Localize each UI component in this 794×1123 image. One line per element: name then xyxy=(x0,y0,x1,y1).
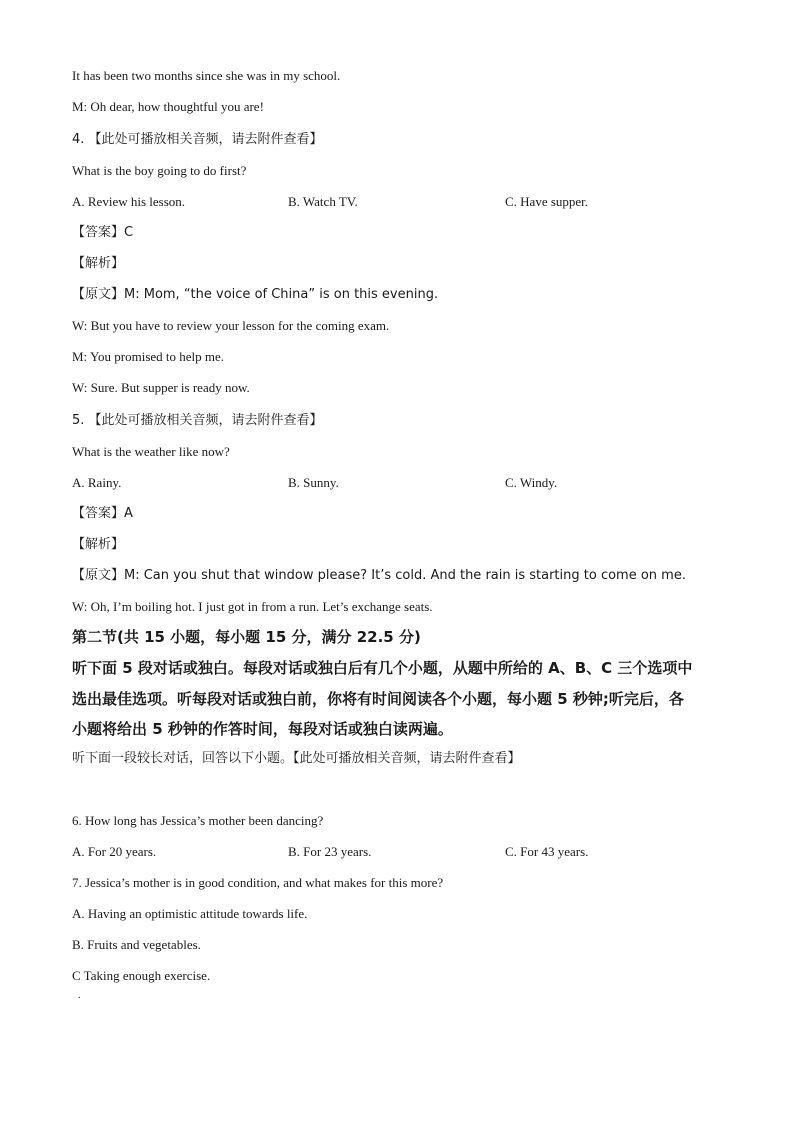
question-4-analysis: 【解析】 xyxy=(72,256,125,271)
question-7-option-c: C Taking enough exercise. xyxy=(72,968,211,983)
question-5-text: What is the weather like now? xyxy=(72,444,230,459)
question-6-text: 6. How long has Jessica’s mother been dancing? xyxy=(72,813,324,828)
question-5-answer: 【答案】A xyxy=(72,506,133,521)
stray-mark: . xyxy=(78,990,81,1001)
question-4-transcript-line: M: You promised to help me. xyxy=(72,349,225,364)
section-2-directions: 选出最佳选项。听每段对话或独白前，你将有时间阅读各个小题，每小题 5 秒钟;听完后，各 xyxy=(72,690,684,708)
question-4-text: What is the boy going to do first? xyxy=(72,163,247,178)
question-4-option-c: C. Have supper. xyxy=(505,194,589,209)
question-4-option-a: A. Review his lesson. xyxy=(72,194,186,209)
question-4-header: 4. 【此处可播放相关音频，请去附件查看】 xyxy=(72,132,323,147)
question-4-transcript-line: 【原文】M: Mom, “the voice of China” is on this evening. xyxy=(72,287,439,302)
question-7-option-a: A. Having an optimistic attitude towards life. xyxy=(72,906,308,921)
question-4-answer: 【答案】C xyxy=(72,225,134,240)
question-5-transcript-line: W: Oh, I’m boiling hot. I just got in from a run. Let’s exchange seats. xyxy=(72,599,433,614)
question-4-transcript-line: W: But you have to review your lesson for the coming exam. xyxy=(72,318,390,333)
question-6-option-b: B. For 23 years. xyxy=(288,844,372,859)
question-5-header: 5. 【此处可播放相关音频，请去附件查看】 xyxy=(72,413,323,428)
question-7-text: 7. Jessica’s mother is in good condition, and what makes for this more? xyxy=(72,875,444,890)
question-7-option-b: B. Fruits and vegetables. xyxy=(72,937,201,952)
question-5-transcript-line: 【原文】M: Can you shut that window please? It’s cold. And the rain is starting to come on me. xyxy=(72,568,686,583)
question-6-option-c: C. For 43 years. xyxy=(505,844,589,859)
question-5-option-c: C. Windy. xyxy=(505,475,558,490)
question-4-option-b: B. Watch TV. xyxy=(288,194,358,209)
dialogue-line: It has been two months since she was in my school. xyxy=(72,68,341,83)
question-5-analysis: 【解析】 xyxy=(72,537,125,552)
question-4-transcript-line: W: Sure. But supper is ready now. xyxy=(72,380,250,395)
section-2-title: 第二节(共 15 小题，每小题 15 分，满分 22.5 分) xyxy=(72,628,421,646)
question-6-option-a: A. For 20 years. xyxy=(72,844,157,859)
section-2-instruction: 听下面一段较长对话，回答以下小题。【此处可播放相关音频，请去附件查看】 xyxy=(72,751,521,766)
section-2-directions: 听下面 5 段对话或独白。每段对话或独白后有几个小题，从题中所给的 A、B、C 三个选项中 xyxy=(72,659,693,677)
section-2-directions: 小题将给出 5 秒钟的作答时间，每段对话或独白读两遍。 xyxy=(72,720,453,738)
question-5-option-b: B. Sunny. xyxy=(288,475,339,490)
dialogue-line: M: Oh dear, how thoughtful you are! xyxy=(72,99,264,114)
question-5-option-a: A. Rainy. xyxy=(72,475,122,490)
